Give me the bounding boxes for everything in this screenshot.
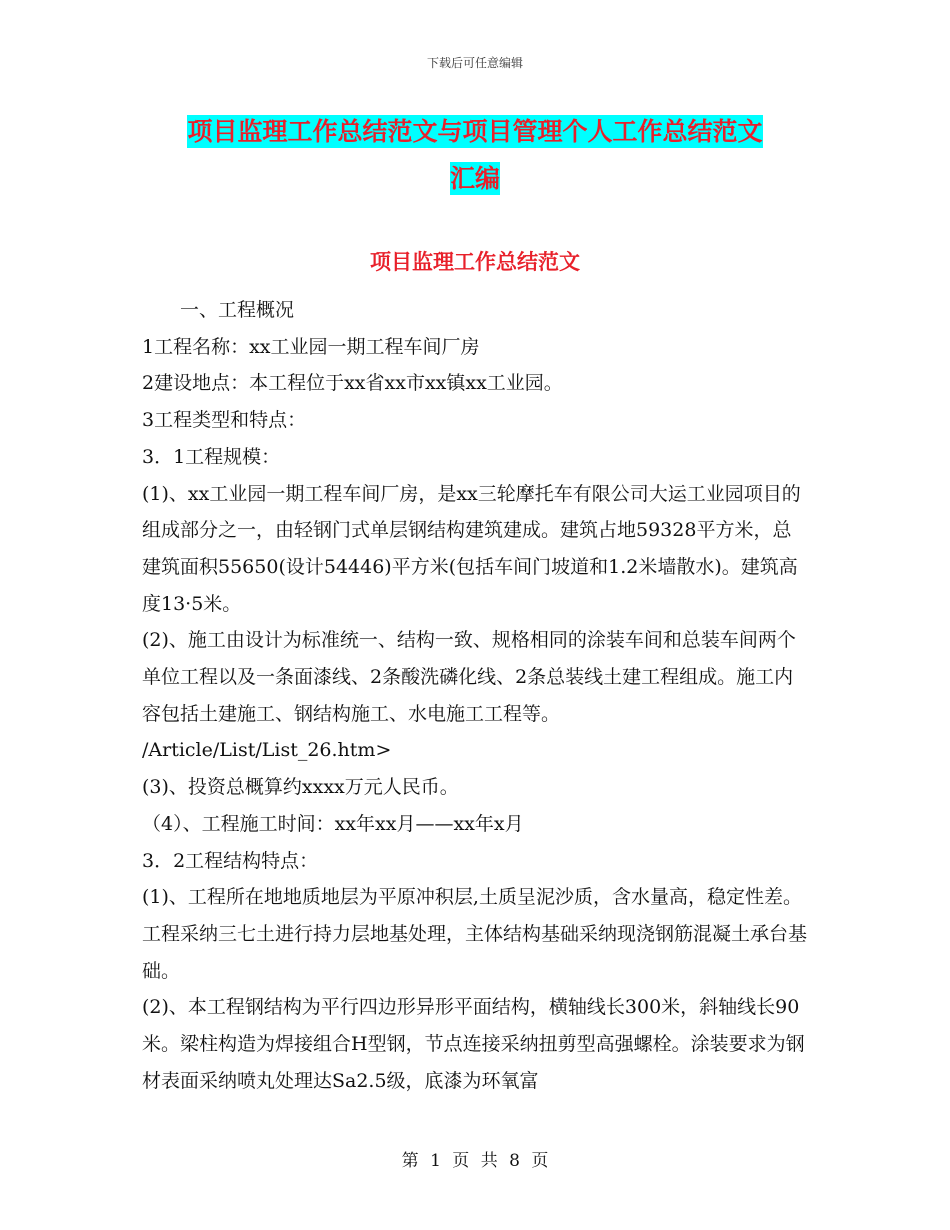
paragraph: (2)、本工程钢结构为平行四边形异形平面结构，横轴线长300米，斜轴线长90米。梁柱构造为焊接组合H型钢，节点连接采纳扭剪型高强螺栓。涂装要求为钢材表面采纳喷丸处理达Sa2.5级，底漆为环氧富 bbox=[142, 996, 805, 1092]
paragraph: (2)、施工由设计为标准统一、结构一致、规格相同的涂装车间和总装车间两个单位工程以及一条面漆线、2条酸洗磷化线、2条总装线土建工程组成。施工内容包括土建施工、钢结构施工、水电施工工程等。 bbox=[142, 629, 796, 725]
paragraph: 3．2工程结构特点： bbox=[142, 849, 319, 872]
document-title bbox=[140, 108, 810, 202]
page-footer: 第 1 页 共 8 页 bbox=[401, 1151, 549, 1171]
paragraph: 一、工程概况 bbox=[180, 299, 295, 321]
paragraph: (1)、工程所在地地质地层为平原冲积层,土质呈泥沙质，含水量高，稳定性差。工程采纳三七土进行持力层地基处理，主体结构基础采纳现浇钢筋混凝土承台基础。 bbox=[142, 886, 808, 982]
document-title-line-1: 项目监理工作总结范文与项目管理个人工作总结范文 bbox=[187, 117, 763, 146]
document-title-line-2: 汇编 bbox=[449, 164, 500, 193]
paragraph: (3)、投资总概算约xxxx万元人民币。 bbox=[142, 776, 459, 799]
link-text: /Article/List/List_26.htm> bbox=[142, 739, 392, 762]
paragraph: 3．1工程规模： bbox=[142, 445, 281, 468]
paragraph: 2建设地点：本工程位于xx省xx市xx镇xx工业园。 bbox=[142, 372, 563, 395]
section-title: 项目监理工作总结范文 bbox=[370, 249, 580, 274]
paragraph: （4）、工程施工时间：xx年xx月——xx年x月 bbox=[142, 812, 524, 835]
paragraph: (1)、xx工业园一期工程车间厂房，是xx三轮摩托车有限公司大运工业园项目的组成部分之一，由轻钢门式单层钢结构建筑建成。建筑占地59328平方米，总建筑面积55650(设计54446)平方米(包括车间门坡道和1.2米墙散水)。建筑高度13·5米。 bbox=[142, 482, 801, 615]
paragraph: 1工程名称：xx工业园一期工程车间厂房 bbox=[142, 335, 480, 358]
paragraph: 3工程类型和特点： bbox=[142, 409, 307, 432]
document-body bbox=[142, 292, 810, 1099]
header-note: 下载后可任意编辑 bbox=[426, 56, 523, 70]
